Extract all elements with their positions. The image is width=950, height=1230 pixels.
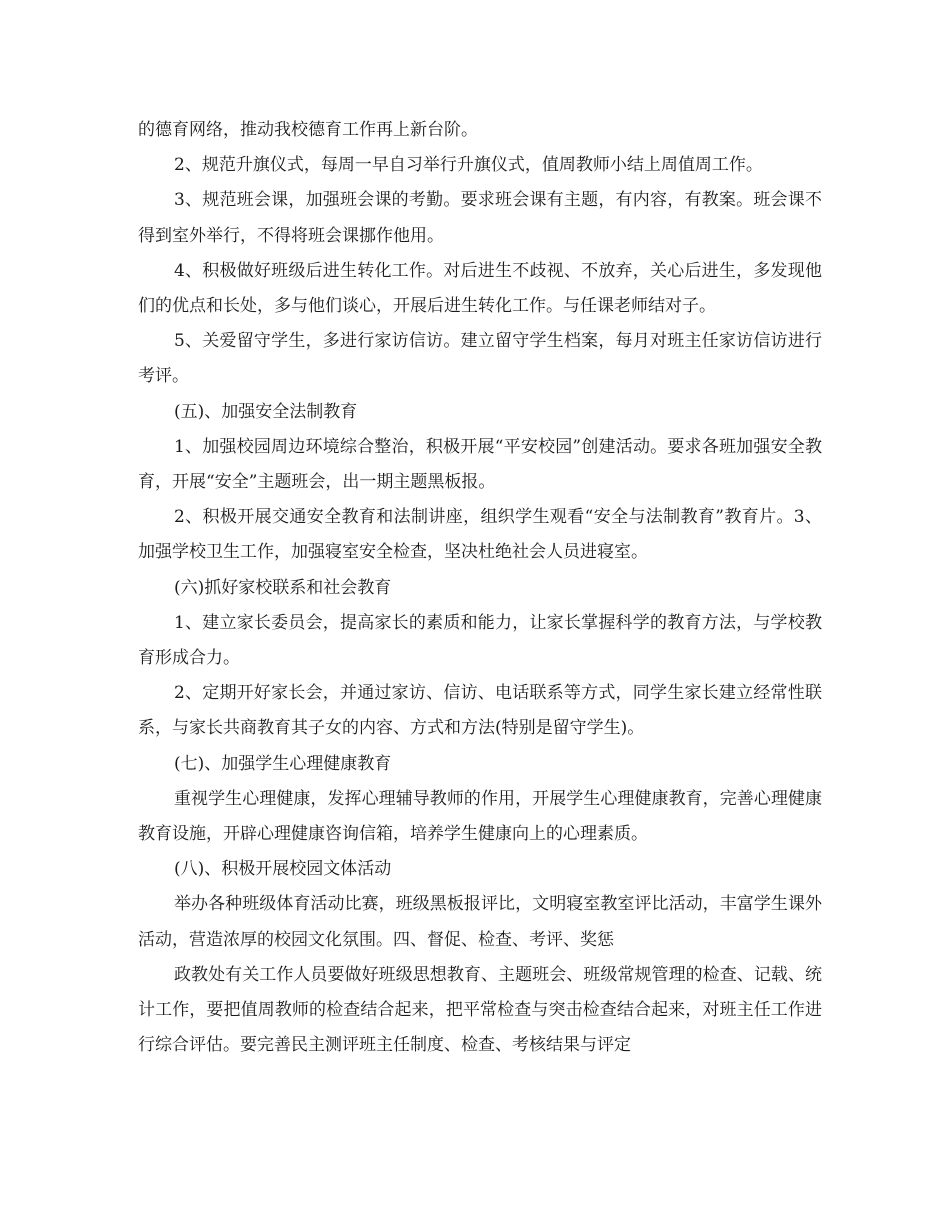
paragraph-continuation: 的德育网络，推动我校德育工作再上新台阶。 [138, 120, 478, 140]
paragraph-flag-ceremony: 2、规范升旗仪式，每周一早自习举行升旗仪式，值周教师小结上周值周工作。 [174, 155, 763, 176]
paragraph-traffic-law-education: 2、积极开展交通安全教育和法制讲座，组织学生观看“安全与法制教育”教育片。3、加强学校卫生工作，加强寝室安全检查，坚决杜绝社会人员进寝室。 [138, 507, 822, 563]
paragraph-parent-committee: 1、建立家长委员会，提高家长的素质和能力，让家长掌握科学的教育方法，与学校教育形成合力。 [138, 612, 822, 669]
section-heading-safety-law: (五)、加强安全法制教育 [174, 401, 358, 422]
paragraph-left-behind-students: 5、关爱留守学生，多进行家访信访。建立留守学生档案，每月对班主任家访信访进行考评。 [138, 331, 822, 387]
document-body [138, 113, 822, 1063]
paragraph-class-meeting: 3、规范班会课，加强班会课的考勤。要求班会课有主题，有内容，有教案。班会课不得到室外举行，不得将班会课挪作他用。 [138, 190, 822, 246]
paragraph-parent-meetings: 2、定期开好家长会，并通过家访、信访、电话联系等方式，同学生家长建立经常性联系，与家长共商教育其子女的内容、方式和方法(特别是留守学生)。 [138, 683, 822, 739]
section-heading-home-school: (六)抓好家校联系和社会教育 [174, 577, 392, 598]
section-heading-campus-culture: (八)、积极开展校园文体活动 [174, 859, 392, 880]
paragraph-campus-safety: 1、加强校园周边环境综合整治，积极开展“平安校园”创建活动。要求各班加强安全教育，开展“安全”主题班会，出一期主题黑板报。 [138, 436, 822, 493]
paragraph-mental-health: 重视学生心理健康，发挥心理辅导教师的作用，开展学生心理健康教育，完善心理健康教育设施，开辟心理健康咨询信箱，培养学生健康向上的心理素质。 [138, 788, 822, 845]
paragraph-inspection-evaluation: 政教处有关工作人员要做好班级思想教育、主题班会、班级常规管理的检查、记载、统计工作，要把值周教师的检查结合起来，把平常检查与突击检查结合起来，对班主任工作进行综合评估。要完善民主测评班主任制度、检查、考核结果与评定 [138, 964, 822, 1056]
paragraph-struggling-students: 4、积极做好班级后进生转化工作。对后进生不歧视、不放弃，关心后进生，多发现他们的优点和长处，多与他们谈心，开展后进生转化工作。与任课老师结对子。 [138, 260, 822, 317]
paragraph-campus-activities: 举办各种班级体育活动比赛，班级黑板报评比，文明寝室教室评比活动，丰富学生课外活动，营造浓厚的校园文化氛围。四、督促、检查、考评、奖惩 [138, 894, 822, 950]
section-heading-mental-health: (七)、加强学生心理健康教育 [174, 753, 392, 774]
